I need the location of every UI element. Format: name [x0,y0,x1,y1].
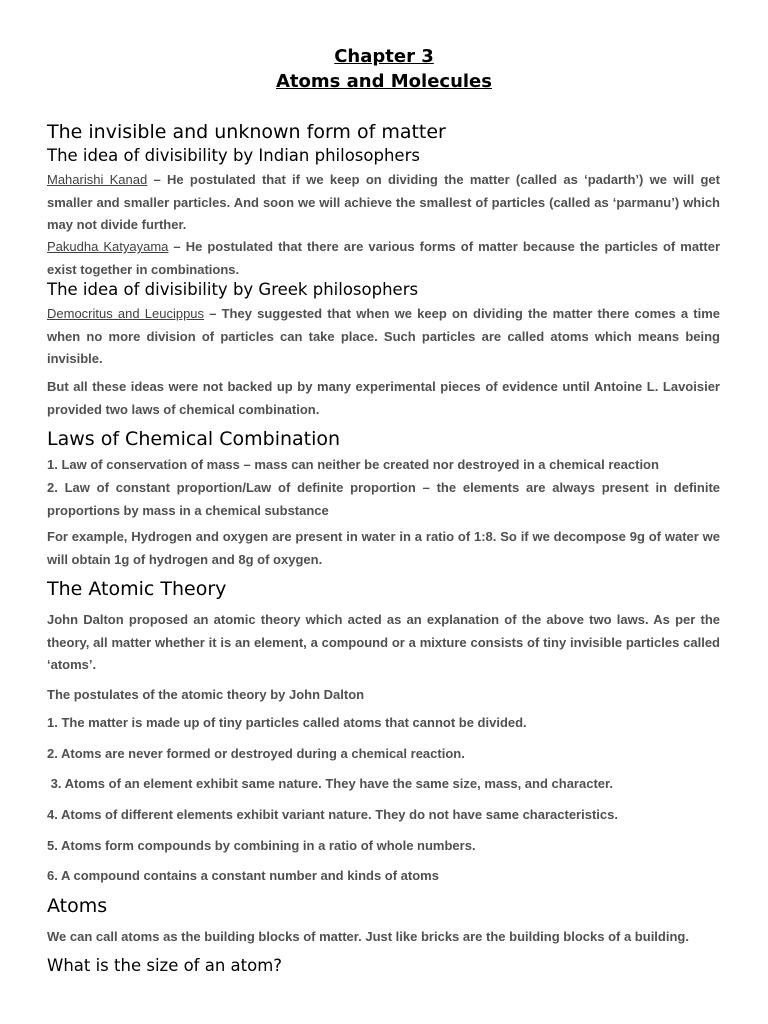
postulate-item: 6. A compound contains a constant number and kinds of atoms [47,868,439,883]
subheading-atom-size: What is the size of an atom? [47,956,283,975]
section-heading-invisible-matter: The invisible and unknown form of matter [47,121,446,143]
section-heading-atoms: Atoms [47,895,108,917]
name-pakudha-katyayama: Pakudha Katyayama [47,239,169,254]
postulate-item: 5. Atoms form compounds by combining in a ratio of whole numbers. [47,838,476,853]
postulate-item: 3. Atoms of an element exhibit same nature. They have the same size, mass, and character. [47,776,613,791]
section-heading-atomic-theory: The Atomic Theory [47,578,227,600]
paragraph-water-example: For example, Hydrogen and oxygen are present in water in a ratio of 1:8. So if we decompose 9g of water we will obtain 1g of hydrogen and 8g of oxygen. [47,529,720,567]
democritus-text: – They suggested that when we keep on dividing the matter there comes a time when no more division of particles can take place. Such particles are called atoms which means being invisible. [47,306,720,366]
name-maharishi-kanad: Maharishi Kanad [47,172,148,187]
postulate-item: 4. Atoms of different elements exhibit variant nature. They do not have same characteristics. [47,807,618,822]
paragraph-lavoisier: But all these ideas were not backed up by many experimental pieces of evidence until Antoine L. Lavoisier provided two laws of chemical combination. [47,379,720,417]
paragraph-kanad [47,169,720,237]
name-democritus-leucippus: Democritus and Leucippus [47,306,205,321]
subheading-indian-philosophers: The idea of divisibility by Indian philosophers [47,146,420,165]
chapter-number: Chapter 3 [334,46,434,67]
chapter-title: Atoms and Molecules [276,71,492,92]
paragraph-dalton-intro: John Dalton proposed an atomic theory which acted as an explanation of the above two laws. As per the theory, all matter whether it is an element, a compound or a mixture consists of tiny invisible particles called ‘atoms’. [47,612,720,672]
postulate-item: 1. The matter is made up of tiny particles called atoms that cannot be divided. [47,715,527,730]
subheading-greek-philosophers: The idea of divisibility by Greek philosophers [47,280,419,299]
paragraph-building-blocks: We can call atoms as the building blocks of matter. Just like bricks are the building blocks of a building. [47,929,689,944]
section-heading-laws: Laws of Chemical Combination [47,428,341,450]
kanad-text: – He postulated that if we keep on dividing the matter (called as ‘padarth’) we will get smaller and smaller particles. And soon we will achieve the smallest of particles (called as ‘parmanu’) which may not divide further. [47,172,720,232]
postulate-item: 2. Atoms are never formed or destroyed during a chemical reaction. [47,746,465,761]
pakudha-text: – He postulated that there are various forms of matter because the particles of matter exist together in combinations. [47,239,720,277]
law-constant-proportion: 2. Law of constant proportion/Law of definite proportion – the elements are always present in definite proportions by mass in a chemical substance [47,480,720,518]
law-conservation-of-mass: 1. Law of conservation of mass – mass can neither be created nor destroyed in a chemical reaction [47,457,659,472]
postulates-heading: The postulates of the atomic theory by John Dalton [47,687,365,702]
paragraph-democritus [47,303,720,371]
paragraph-pakudha [47,236,720,281]
